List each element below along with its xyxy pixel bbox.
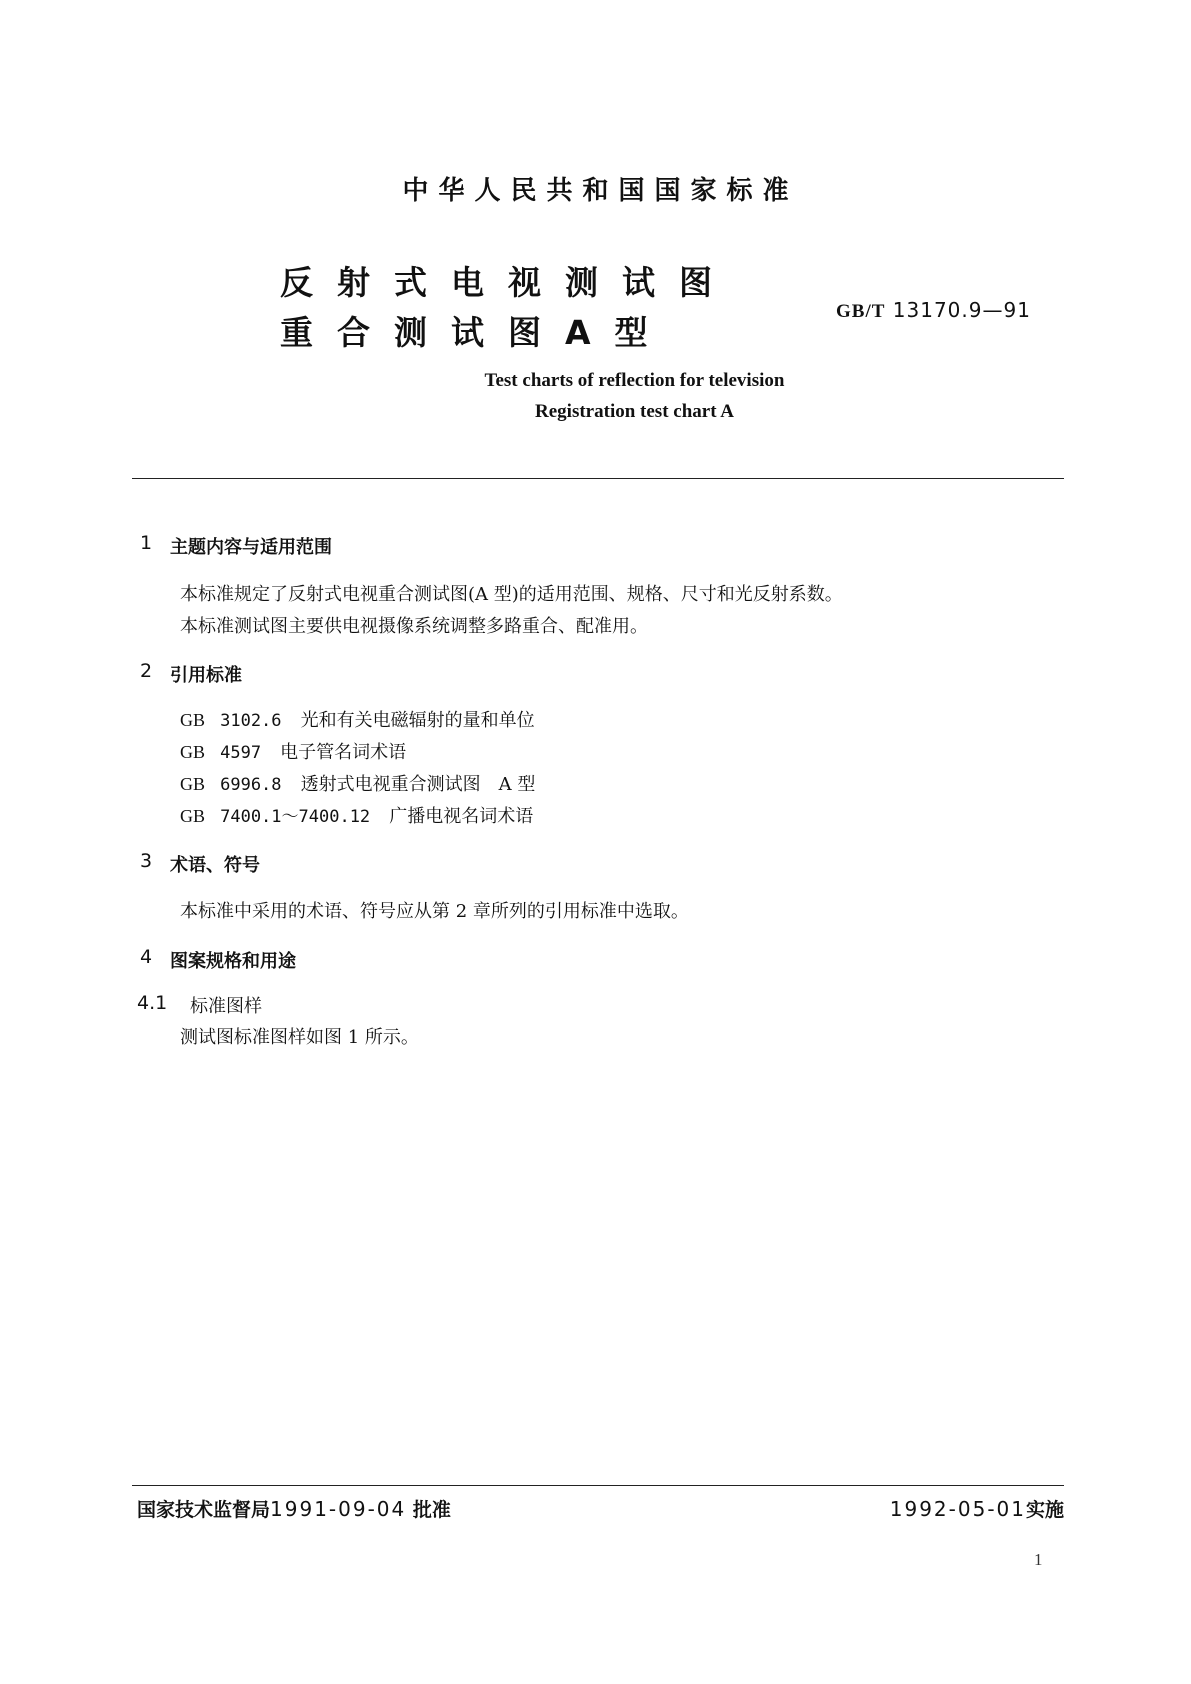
document-title-line-1: 反射式电视测试图 xyxy=(280,263,736,302)
section-4-number: 4 xyxy=(140,946,153,968)
section-1-title: 主题内容与适用范围 xyxy=(170,537,332,558)
subsection-4-1-paragraph: 测试图标准图样如图 1 所示。 xyxy=(180,1027,419,1048)
english-title-line-1: Test charts of reflection for television xyxy=(484,370,785,391)
reference-number: 6996.8 xyxy=(220,775,282,795)
standard-code xyxy=(836,298,1031,323)
subsection-4-1-title: 标准图样 xyxy=(190,996,262,1017)
reference-item xyxy=(180,770,535,796)
footer-divider xyxy=(132,1485,1064,1486)
section-4-title: 图案规格和用途 xyxy=(170,951,296,972)
reference-title: 电子管名词术语 xyxy=(280,742,407,763)
effective-date: 1992-05-01 xyxy=(889,1497,1026,1521)
approval-date: 1991-09-04 xyxy=(270,1497,407,1521)
header-divider xyxy=(132,478,1064,479)
standard-code-prefix: GB/T xyxy=(836,301,886,322)
reference-number: 4597 xyxy=(220,743,262,763)
reference-title: 广播电视名词术语 xyxy=(389,806,534,827)
reference-title: 光和有关电磁辐射的量和单位 xyxy=(300,710,535,731)
reference-code: GB xyxy=(180,806,206,826)
section-1-number: 1 xyxy=(140,532,153,554)
section-3-paragraph-1: 本标准中采用的术语、符号应从第 2 章所列的引用标准中选取。 xyxy=(180,901,689,922)
reference-title: 透射式电视重合测试图 A 型 xyxy=(300,774,536,795)
reference-item xyxy=(180,706,535,732)
approval-line xyxy=(137,1495,451,1522)
reference-number: 7400.1～7400.12 xyxy=(220,807,371,827)
reference-code: GB xyxy=(180,742,206,762)
effective-line xyxy=(890,1495,1064,1522)
section-2-title: 引用标准 xyxy=(170,665,242,686)
effective-label: 实施 xyxy=(1025,1499,1064,1521)
reference-code: GB xyxy=(180,774,206,794)
section-1-paragraph-1: 本标准规定了反射式电视重合测试图(A 型)的适用范围、规格、尺寸和光反射系数。 xyxy=(180,584,843,605)
section-1-paragraph-2: 本标准测试图主要供电视摄像系统调整多路重合、配准用。 xyxy=(180,616,648,637)
reference-code: GB xyxy=(180,710,206,730)
reference-item xyxy=(180,802,533,828)
reference-number: 3102.6 xyxy=(220,711,282,731)
reference-item xyxy=(180,738,406,764)
standard-code-number: 13170.9—91 xyxy=(892,298,1031,322)
page-number: 1 xyxy=(1034,1550,1043,1569)
document-title-line-2: 重合测试图A型 xyxy=(280,313,672,352)
section-3-title: 术语、符号 xyxy=(170,855,260,876)
english-title-line-2: Registration test chart A xyxy=(535,401,734,422)
approval-label: 批准 xyxy=(412,1499,451,1521)
national-standard-heading: 中华人民共和国国家标准 xyxy=(402,176,799,206)
section-3-number: 3 xyxy=(140,850,153,872)
subsection-4-1-number: 4.1 xyxy=(137,992,168,1014)
section-2-number: 2 xyxy=(140,660,153,682)
approving-authority: 国家技术监督局 xyxy=(137,1499,271,1521)
